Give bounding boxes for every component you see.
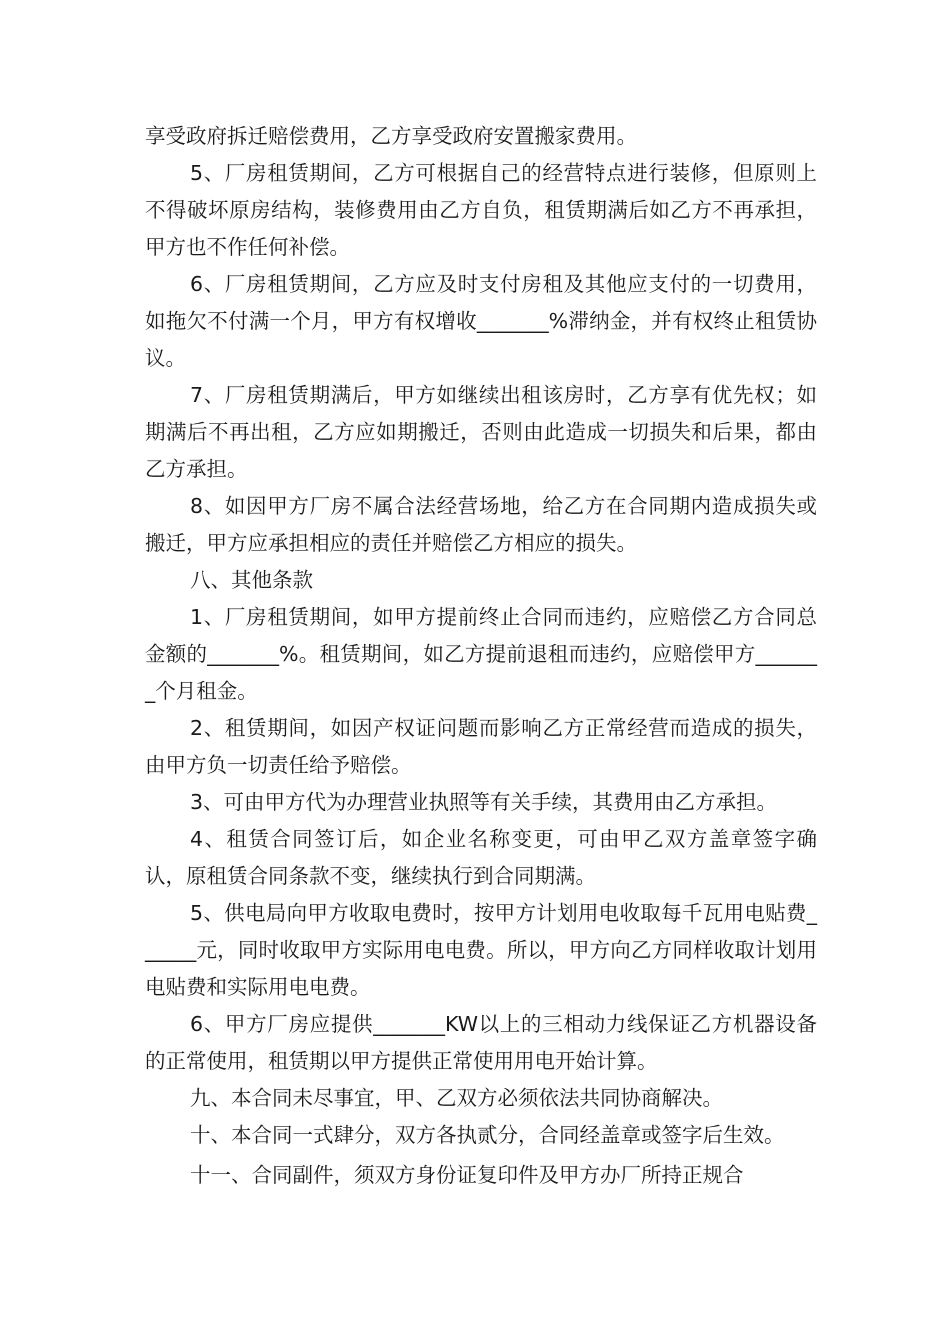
paragraph-clause-8-3: 3、可由甲方代为办理营业执照等有关手续，其费用由乙方承担。 — [190, 790, 778, 814]
paragraph-clause-7-8: 8、如因甲方厂房不属合法经营场地，给乙方在合同期内造成损失或搬迁，甲方应承担相应的责任并赔偿乙方相应的损失。 — [145, 494, 817, 555]
paragraph-clause-8-5: 5、供电局向甲方收取电费时，按甲方计划用电收取每千瓦用电贴费______元，同时收取甲方实际用电电费。所以，甲方向乙方同样收取计划用电贴费和实际用电电费。 — [145, 901, 817, 999]
paragraph-clause-8-6: 6、甲方厂房应提供_______KW以上的三相动力线保证乙方机器设备的正常使用，租赁期以甲方提供正常使用用电开始计算。 — [145, 1012, 817, 1073]
document-body — [145, 118, 817, 1194]
paragraph-clause-7-7: 7、厂房租赁期满后，甲方如继续出租该房时，乙方享有优先权；如期满后不再出租，乙方应如期搬迁，否则由此造成一切损失和后果，都由乙方承担。 — [145, 383, 817, 481]
paragraph-continuation: 享受政府拆迁赔偿费用，乙方享受政府安置搬家费用。 — [145, 124, 637, 148]
paragraph-clause-8-1: 1、厂房租赁期间，如甲方提前终止合同而违约，应赔偿乙方合同总金额的_______%。租赁期间，如乙方提前退租而违约，应赔偿甲方_______个月租金。 — [145, 605, 817, 703]
paragraph-clause-7-5: 5、厂房租赁期间，乙方可根据自己的经营特点进行装修，但原则上不得破坏原房结构，装修费用由乙方自负，租赁期满后如乙方不再承担，甲方也不作任何补偿。 — [145, 161, 817, 259]
paragraph-clause-7-6: 6、厂房租赁期间，乙方应及时支付房租及其他应支付的一切费用，如拖欠不付满一个月，甲方有权增收_______%滞纳金，并有权终止租赁协议。 — [145, 272, 817, 370]
paragraph-clause-8-2: 2、租赁期间，如因产权证问题而影响乙方正常经营而造成的损失，由甲方负一切责任给予赔偿。 — [145, 716, 817, 777]
paragraph-clause-8-4: 4、租赁合同签订后，如企业名称变更，可由甲乙双方盖章签字确认，原租赁合同条款不变，继续执行到合同期满。 — [145, 827, 817, 888]
section-clause-10: 十、本合同一式肆分，双方各执贰分，合同经盖章或签字后生效。 — [190, 1123, 785, 1147]
section-clause-11: 十一、合同副件，须双方身份证复印件及甲方办厂所持正规合 — [190, 1163, 744, 1187]
section-heading-other-terms: 八、其他条款 — [190, 568, 313, 592]
section-clause-9: 九、本合同未尽事宜，甲、乙双方必须依法共同协商解决。 — [190, 1086, 723, 1110]
